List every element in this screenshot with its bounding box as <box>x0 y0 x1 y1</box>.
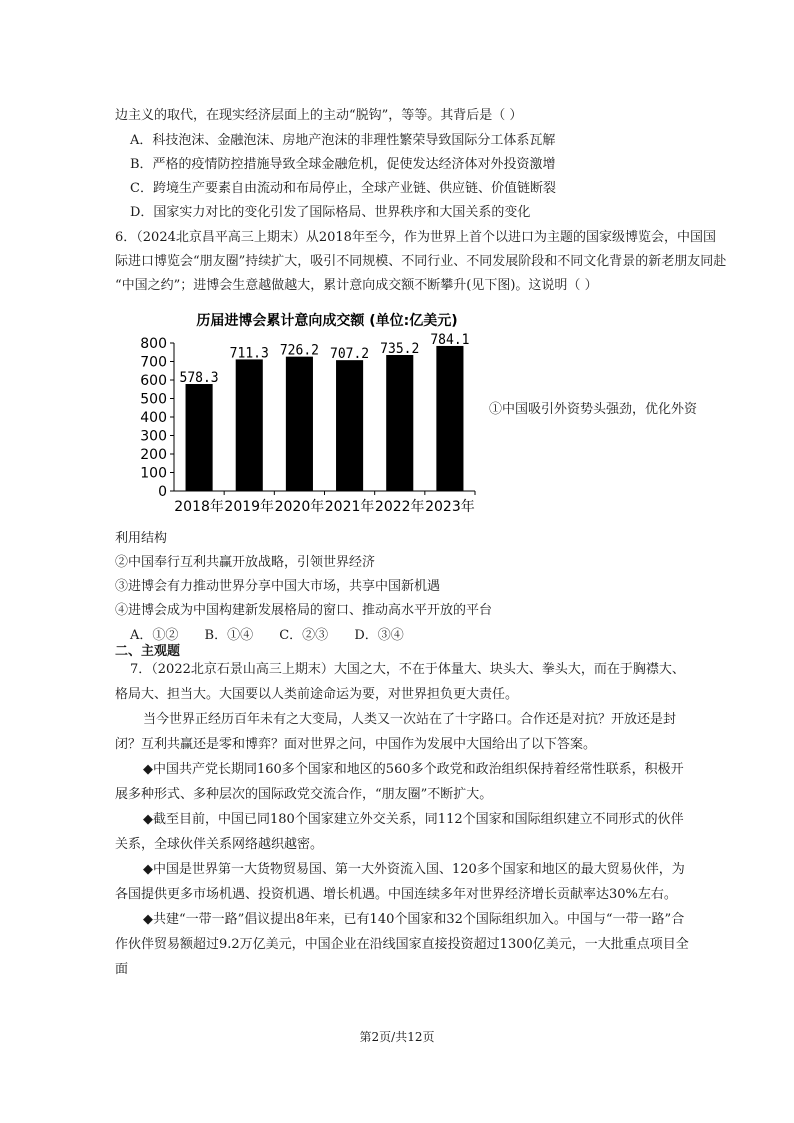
q5-option-c: C．跨境生产要素自由流动和布局停止，全球产业链、供应链、价值链断裂 <box>130 181 556 196</box>
q7-paragraph-2: ◆中国共产党长期同160多个国家和地区的560多个政党和政治组织保持着经常性联系，积极开展多种形式、多种层次的国际政党交流合作，“朋友圈”不断扩大。 <box>115 762 684 802</box>
data-label: 726.2 <box>279 342 319 359</box>
chart-title: 历届进博会累计意向成交额 (单位:亿美元) <box>196 313 458 329</box>
data-label: 711.3 <box>229 345 269 362</box>
q5-option-a: A．科技泡沫、金融泡沫、房地产泡沫的非理性繁荣导致国际分工体系瓦解 <box>130 133 556 148</box>
page-footer: 第2页/共12页 <box>359 1030 435 1044</box>
y-tick-label: 500 <box>140 391 167 408</box>
data-label: 707.2 <box>330 346 370 363</box>
y-tick-label: 0 <box>158 484 167 500</box>
y-tick-label: 800 <box>140 336 167 352</box>
x-tick-label: 2018年 <box>174 499 224 515</box>
y-tick-label: 400 <box>140 410 167 426</box>
bar <box>436 346 463 491</box>
y-tick-label: 700 <box>140 354 167 371</box>
data-label: 735.2 <box>380 340 420 357</box>
x-tick-label: 2020年 <box>274 499 325 515</box>
x-tick-label: 2022年 <box>374 499 425 515</box>
bar <box>286 357 313 491</box>
section-heading: 二、主观题 <box>115 644 181 659</box>
q6-stem-line-1: 6．（2024北京昌平高三上期末）从2018年至今，作为世界上首个以进口为主题的国家级博览会，中国国 <box>115 230 716 245</box>
q6-statement-4: ④进博会成为中国构建新发展格局的窗口、推动高水平开放的平台 <box>115 603 493 618</box>
q6-stem-line-3: “中国之约”；进博会生意越做越大，累计意向成交额不断攀升(见下图)。这说明（ ） <box>115 278 598 293</box>
y-tick-label: 100 <box>140 465 167 482</box>
chart-bars <box>180 332 470 491</box>
q6-stem-line-2: 际进口博览会“朋友圈”持续扩大，吸引不同规模、不同行业、不同发展阶段和不同文化背景的新老朋友同赴 <box>115 254 727 269</box>
x-tick-label: 2021年 <box>324 499 375 515</box>
bar-chart <box>130 308 485 522</box>
q7-paragraph-5: ◆共建“一带一路”倡议提出8年来，已有140个国家和32个国际组织加入。中国与“一带一路”合作伙伴贸易额超过9.2万亿美元，中国企业在沿线国家直接投资超过1300亿美元，一大批重点项目全面 <box>115 912 689 977</box>
q5-option-b: B．严格的疫情防控措施导致全球金融危机，促使发达经济体对外投资激增 <box>130 157 556 172</box>
q6-option-c: C．②③ <box>279 628 329 643</box>
bar <box>386 355 413 491</box>
q6-statement-1a: ①中国吸引外资势头强劲，优化外资 <box>489 402 698 417</box>
q6-statement-1b: 利用结构 <box>115 531 168 546</box>
q5-stem-tail: 边主义的取代，在现实经济层面上的主动“脱钩”，等等。其背后是（ ） <box>115 108 523 123</box>
q6-statement-3: ③进博会有力推动世界分享中国大市场，共享中国新机遇 <box>115 579 441 594</box>
x-tick-label: 2019年 <box>224 499 275 515</box>
q6-option-d: D．③④ <box>354 628 404 643</box>
y-tick-label: 600 <box>140 373 167 389</box>
bar-chart-svg <box>130 308 485 518</box>
q6-option-b: B．①④ <box>204 628 254 643</box>
q5-option-d: D．国家实力对比的变化引发了国际格局、世界秩序和大国关系的变化 <box>130 205 531 220</box>
bar <box>186 384 213 491</box>
bar <box>236 359 263 491</box>
bar <box>336 360 363 491</box>
y-tick-label: 200 <box>140 447 167 463</box>
data-label: 578.3 <box>179 370 219 387</box>
q7-paragraph-1: 当今世界正经历百年未有之大变局，人类又一次站在了十字路口。合作还是对抗？开放还是封闭？互利共赢还是零和博弈？面对世界之问，中国作为发展中大国给出了以下答案。 <box>115 712 677 752</box>
q7-paragraph-3: ◆截至目前，中国已同180个国家建立外交关系，同112个国家和国际组织建立不同形式的伙伴关系，全球伙伴关系网络越织越密。 <box>115 812 684 852</box>
q6-statement-2: ②中国奉行互利共赢开放战略，引领世界经济 <box>115 555 376 570</box>
q7-paragraph-4: ◆中国是世界第一大货物贸易国、第一大外资流入国、120多个国家和地区的最大贸易伙伴，为各国提供更多市场机遇、投资机遇、增长机遇。中国连续多年对世界经济增长贡献率达30%左右。 <box>115 862 685 902</box>
q7-intro: 7．（2022北京石景山高三上期末）大国之大，不在于体量大、块头大、拳头大，而在于胸襟大、格局大、担当大。大国要以人类前途命运为要，对世界担负更大责任。 <box>115 662 685 702</box>
data-label: 784.1 <box>430 331 470 348</box>
y-tick-label: 300 <box>140 428 167 445</box>
x-tick-label: 2023年 <box>425 499 475 515</box>
q6-option-a: A．①② <box>130 628 179 643</box>
